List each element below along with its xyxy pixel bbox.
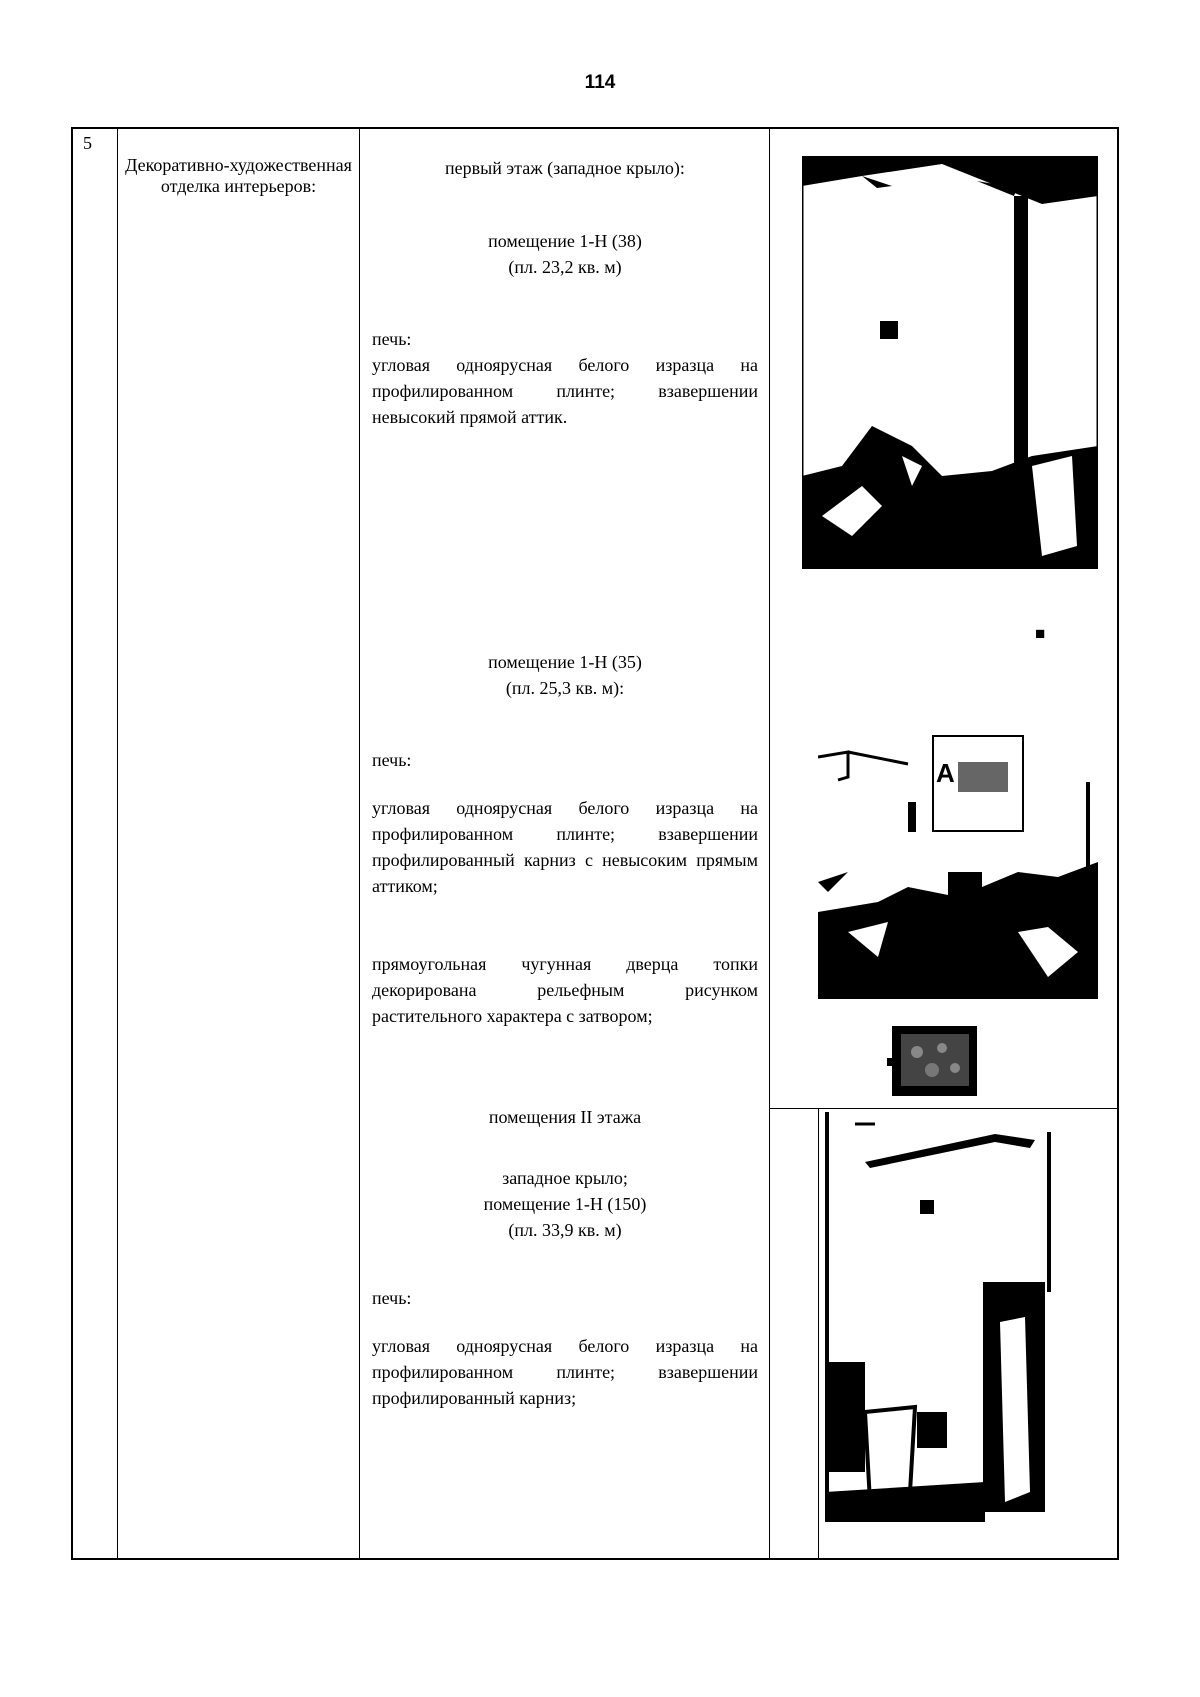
- item-label: печь:: [372, 750, 412, 770]
- room-area: (пл. 25,3 кв. м):: [505, 678, 625, 698]
- item-description: угловая одноярусная белого изразца на профилированном плинте; взавершении профилированный карниз;: [372, 1336, 758, 1408]
- item-label: печь:: [372, 1288, 412, 1308]
- photo-cell-divider: [818, 1108, 819, 1558]
- stove-photo-room-150: [825, 1112, 1055, 1522]
- room-block: [359, 649, 769, 701]
- section-heading: первый этаж (западное крыло):: [445, 158, 685, 178]
- item-description: угловая одноярусная белого изразца на профилированном плинте; взавершении невысокий прямой аттик.: [372, 355, 758, 427]
- column-divider: [117, 129, 118, 1558]
- monument-table: [71, 127, 1119, 1560]
- stove-block: [359, 326, 769, 430]
- stove-block: [359, 1285, 769, 1411]
- row-title: Декоративно-художественная отделка интерьеров:: [125, 155, 352, 196]
- scan-artifact: ■: [1035, 624, 1046, 643]
- item-description: прямоугольная чугунная дверца топки декорирована рельефным рисунком растительного характера с затвором;: [372, 954, 758, 1026]
- item-label: печь:: [372, 329, 412, 349]
- stove-photo-room-38: [802, 156, 1098, 569]
- page-number: 114: [584, 72, 616, 93]
- photo-cell-divider: [769, 1108, 1119, 1109]
- room-area: (пл. 33,9 кв. м): [508, 1220, 622, 1240]
- svg-text:A: A: [936, 758, 955, 788]
- item-description: угловая одноярусная белого изразца на профилированном плинте; взавершении профилированный карниз с невысоким прямым аттиком;: [372, 798, 758, 896]
- section-heading: помещения II этажа: [488, 1107, 642, 1127]
- room-name: помещение 1-Н (35): [488, 652, 642, 672]
- row-number: 5: [83, 133, 92, 153]
- room-block: [359, 228, 769, 280]
- section-second-floor: [359, 1104, 769, 1130]
- stove-block: [359, 747, 769, 899]
- wing-name: западное крыло;: [502, 1168, 628, 1188]
- section-first-floor: [359, 155, 769, 181]
- door-block: [359, 951, 769, 1029]
- room-block: [359, 1165, 769, 1243]
- stove-door-photo: [887, 1022, 982, 1100]
- column-divider: [769, 129, 770, 1558]
- room-name: помещение 1-Н (150): [483, 1194, 647, 1214]
- stove-photo-room-35: [818, 722, 1098, 999]
- room-area: (пл. 23,2 кв. м): [508, 257, 622, 277]
- room-name: помещение 1-Н (38): [488, 231, 642, 251]
